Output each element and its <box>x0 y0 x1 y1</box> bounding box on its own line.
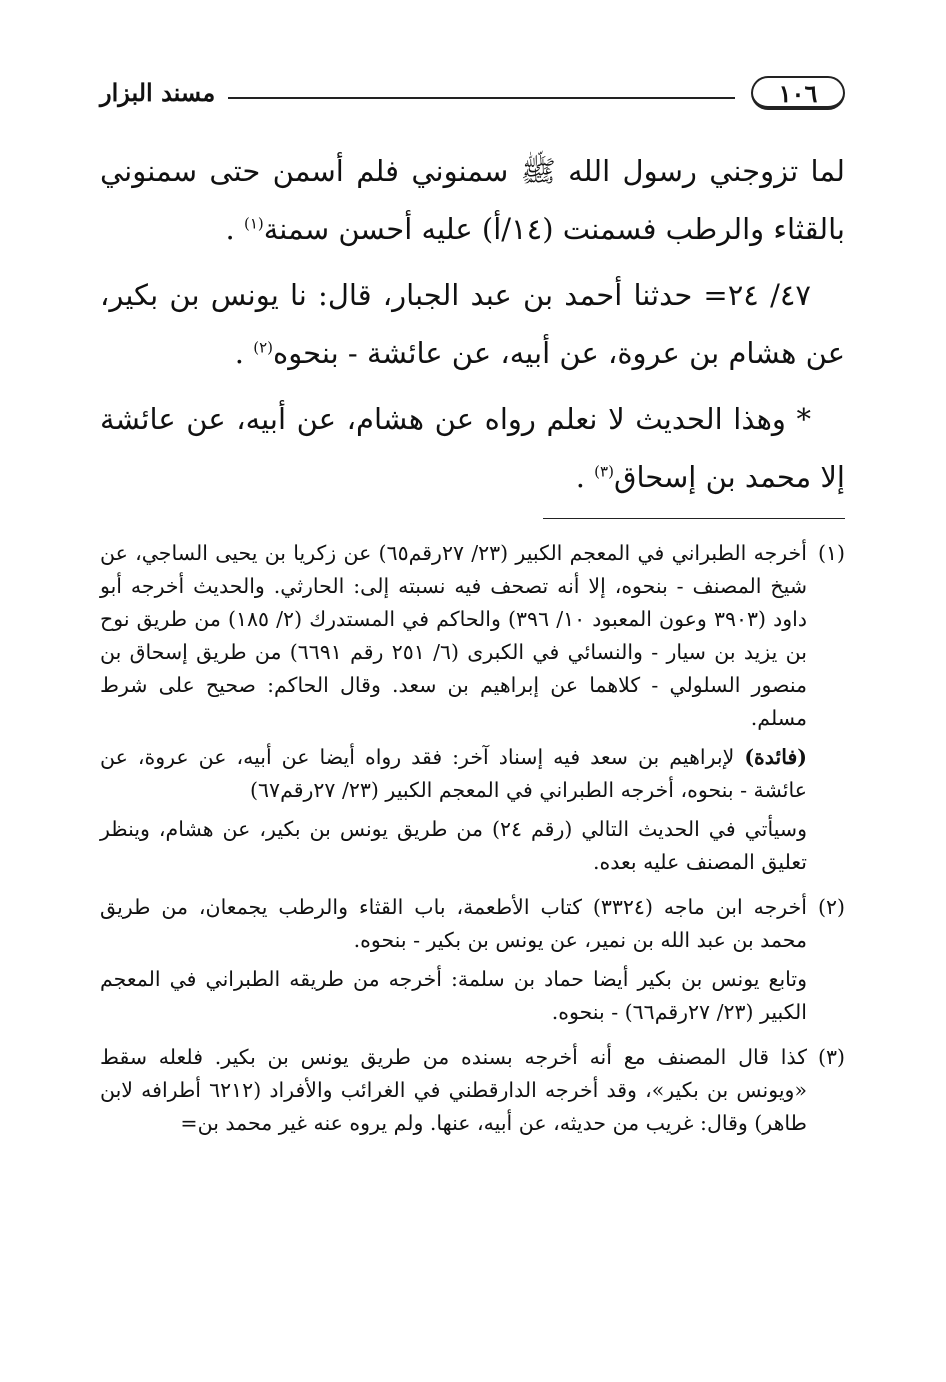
footnote-ref-2: (٢) <box>253 338 273 357</box>
paragraph-1-end: . <box>225 212 235 246</box>
book-title: مسند البزار <box>100 78 216 107</box>
page-number: ١٠٦ <box>751 76 845 110</box>
footnote-2-text: أخرجه ابن ماجه (٣٣٢٤) كتاب الأطعمة، باب القثاء والرطب يجمعان، من طريق محمد بن عبد الله بن نمير، عن يونس بن بكير - بنحوه. <box>100 895 807 952</box>
footnote-3-number: (٣) <box>817 1045 845 1069</box>
hadith-24-end: . <box>234 336 244 370</box>
author-comment <box>100 390 845 506</box>
author-comment-text: * وهذا الحديث لا نعلم رواه عن هشام، عن أبيه، عن عائشة إلا محمد بن إسحاق <box>100 402 845 494</box>
footnote-3-text: كذا قال المصنف مع أنه أخرجه بسنده من طريق يونس بن بكير. فلعله سقط «ويونس بن بكير»، وقد أخرجه الدارقطني في الغرائب والأفراد (٦٢١٢ أطرافه لابن طاهر) وقال: غريب من حديثه، عن أبيه، عنها. ولم يروه عنه غير محمد بن= <box>100 1045 807 1135</box>
benefit-text: لإبراهيم بن سعد فيه إسناد آخر: فقد رواه أيضا عن أبيه، عن عروة، عن عائشة - بنحوه، أخرجه الطبراني في المعجم الكبير (٢٣/ ٢٧رقم٦٧) <box>100 745 807 802</box>
hadith-24 <box>100 266 845 382</box>
running-header <box>100 70 845 120</box>
footnote-1-text: أخرجه الطبراني في المعجم الكبير (٢٣/ ٢٧رقم٦٥) عن زكريا بن يحيى الساجي، عن شيخ المصنف - بنحوه، إلا أنه تصحف فيه نسبته إلى: الحارثي. والحديث أخرجه أبو داود (٣٩٠٣ وعون المعبود ١٠/ ٣٩٦) والحاكم في المستدرك (٢/ ١٨٥) من طريق نوح بن يزيد بن سيار - والنسائي في الكبرى (٦/ ٢٥١ رقم ٦٦٩١) من طريق إسحاق بن منصور السلولي - كلاهما عن إبراهيم بن سعد. وقال الحاكم: صحيح على شرط مسلم. <box>100 541 807 730</box>
hadith-24-text: ٤٧/ ٢٤= حدثنا أحمد بن عبد الجبار، قال: نا يونس بن بكير، عن هشام بن عروة، عن أبيه، عن عائشة - بنحوه <box>100 278 845 370</box>
footnote-2-continuation: وتابع يونس بن بكير أيضا حماد بن سلمة: أخرجه من طريقه الطبراني في المعجم الكبير (٢٣/ ٢٧رقم٦٦) - بنحوه. <box>100 967 807 1024</box>
footnote-ref-1: (١) <box>243 214 264 233</box>
benefit-label: (فائدة) <box>744 745 807 769</box>
paragraph-1-text: لما تزوجني رسول الله ﷺ سمنوني فلم أسمن حتى سمنوني بالقثاء والرطب فسمنت (١٤/أ) عليه أحسن سمنة <box>100 154 845 246</box>
footnote-1-continuation: وسيأتي في الحديث التالي (رقم ٢٤) من طريق يونس بن بكير، عن هشام، وينظر تعليق المصنف عليه بعده. <box>100 817 807 874</box>
footnotes <box>100 537 845 1140</box>
author-comment-end: . <box>575 460 585 494</box>
footnote-1 <box>100 537 845 735</box>
footnote-separator <box>543 518 845 519</box>
footnote-1-number: (١) <box>817 541 845 565</box>
footnote-1-benefit <box>100 741 845 807</box>
main-text <box>100 142 845 506</box>
footnote-2-number: (٢) <box>817 895 845 919</box>
footnote-ref-3: (٣) <box>594 462 614 481</box>
header-rule <box>228 97 735 99</box>
footnote-2 <box>100 891 845 957</box>
paragraph-1 <box>100 142 845 258</box>
page <box>100 70 845 1152</box>
footnote-3 <box>100 1041 845 1140</box>
